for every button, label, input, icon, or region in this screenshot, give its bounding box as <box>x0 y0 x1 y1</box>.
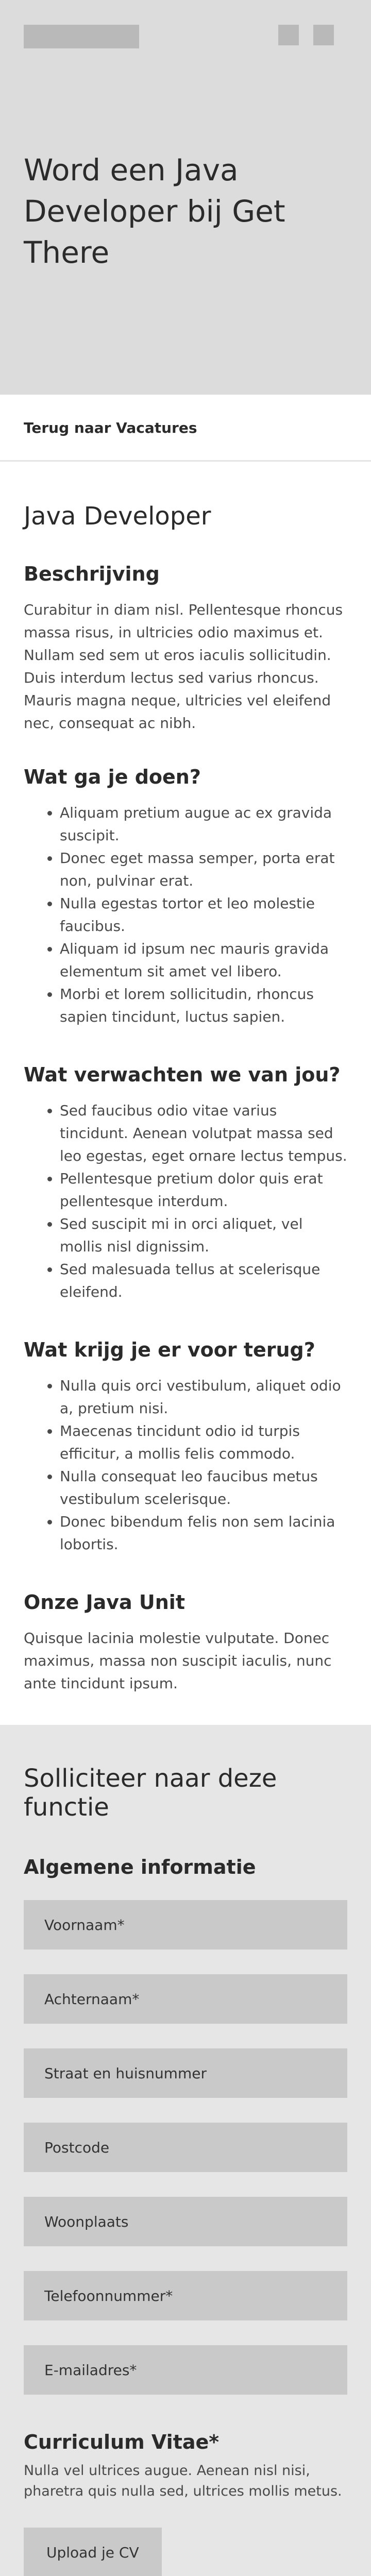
list-item: • Sed faucibus odio vitae varius tincidunt. Aenean volutpat massa sed leo egestas, eget ornare lectus tempus. <box>60 1099 347 1167</box>
list-item: • Pellentesque pretium dolor quis erat pellentesque interdum. <box>60 1167 347 1213</box>
general-info-heading: Algemene informatie <box>24 1856 256 1878</box>
phone-field[interactable]: Telefoonnummer* <box>24 2271 347 2320</box>
menu-icon[interactable] <box>313 25 334 45</box>
section-heading: Wat krijg je er voor terug? <box>24 1338 315 1361</box>
email-field[interactable]: E-mailadres* <box>24 2345 347 2395</box>
apply-title: Solliciteer naar deze functie <box>24 1764 277 1822</box>
first-name-field[interactable]: Voornaam* <box>24 1900 347 1950</box>
unit-text: Quisque lacinia molestie vulputate. Donec maximus, massa non suscipit iaculis, nunc ante tincidunt ipsum. <box>24 1630 332 1692</box>
list-item: • Nulla quis orci vestibulum, aliquet odio a, pretium nisi. <box>60 1375 347 1420</box>
back-bar <box>0 395 371 462</box>
list-item: • Sed malesuada tellus at scelerisque eleifend. <box>60 1258 347 1303</box>
section-heading: Wat ga je doen? <box>24 766 201 788</box>
requirements-list <box>24 1099 347 1303</box>
benefits-list <box>24 1375 347 1556</box>
list-item: • Nulla consequat leo faucibus metus vestibulum scelerisque. <box>60 1465 347 1511</box>
cv-text: Nulla vel ultrices augue. Aenean nisl nisi, pharetra quis nulla sed, ultrices mollis metus. <box>24 2463 342 2499</box>
search-icon[interactable] <box>278 25 299 45</box>
list-item: • Donec eget massa semper, porta erat non, pulvinar erat. <box>60 847 347 892</box>
postcode-field[interactable]: Postcode <box>24 2123 347 2172</box>
application-form <box>0 1725 371 2576</box>
section-heading: Beschrijving <box>24 563 160 585</box>
list-item: • Aliquam id ipsum nec mauris gravida elementum sit amet vel libero. <box>60 938 347 983</box>
hero-header <box>0 0 371 395</box>
cv-heading: Curriculum Vitae* <box>24 2431 220 2453</box>
list-item: • Sed suscipit mi in orci aliquet, vel mollis nisl dignissim. <box>60 1213 347 1258</box>
list-item: • Nulla egestas tortor et leo molestie faucibus. <box>60 892 347 938</box>
list-item: • Morbi et lorem sollicitudin, rhoncus sapien tincidunt, luctus sapien. <box>60 983 347 1028</box>
city-field[interactable]: Woonplaats <box>24 2197 347 2246</box>
hero-title: Word een Java Developer bij Get There <box>24 152 285 270</box>
street-field[interactable]: Straat en huisnummer <box>24 2048 347 2098</box>
list-item: • Donec bibendum felis non sem lacinia lobortis. <box>60 1511 347 1556</box>
back-to-vacancies-link[interactable]: Terug naar Vacatures <box>24 419 197 436</box>
list-item: • Aliquam pretium augue ac ex gravida suscipit. <box>60 802 347 847</box>
upload-cv-button[interactable]: Upload je CV <box>24 2528 162 2576</box>
site-logo[interactable] <box>24 25 139 48</box>
job-title: Java Developer <box>24 502 211 531</box>
section-heading: Onze Java Unit <box>24 1591 185 1614</box>
section-heading: Wat verwachten we van jou? <box>24 1063 341 1086</box>
description-text: Curabitur in diam nisl. Pellentesque rhoncus massa risus, in ultricies odio maximus et. Nullam sed sem ut eros iaculis sollicitudin. Duis interdum lectus sed varius rhoncus. Mauris magna neque, ultricies vel eleifend nec, consequat ac nibh. <box>24 601 343 732</box>
job-content <box>0 502 371 1695</box>
tasks-list <box>24 802 347 1028</box>
last-name-field[interactable]: Achternaam* <box>24 1974 347 2024</box>
list-item: • Maecenas tincidunt odio id turpis efficitur, a mollis felis commodo. <box>60 1420 347 1465</box>
